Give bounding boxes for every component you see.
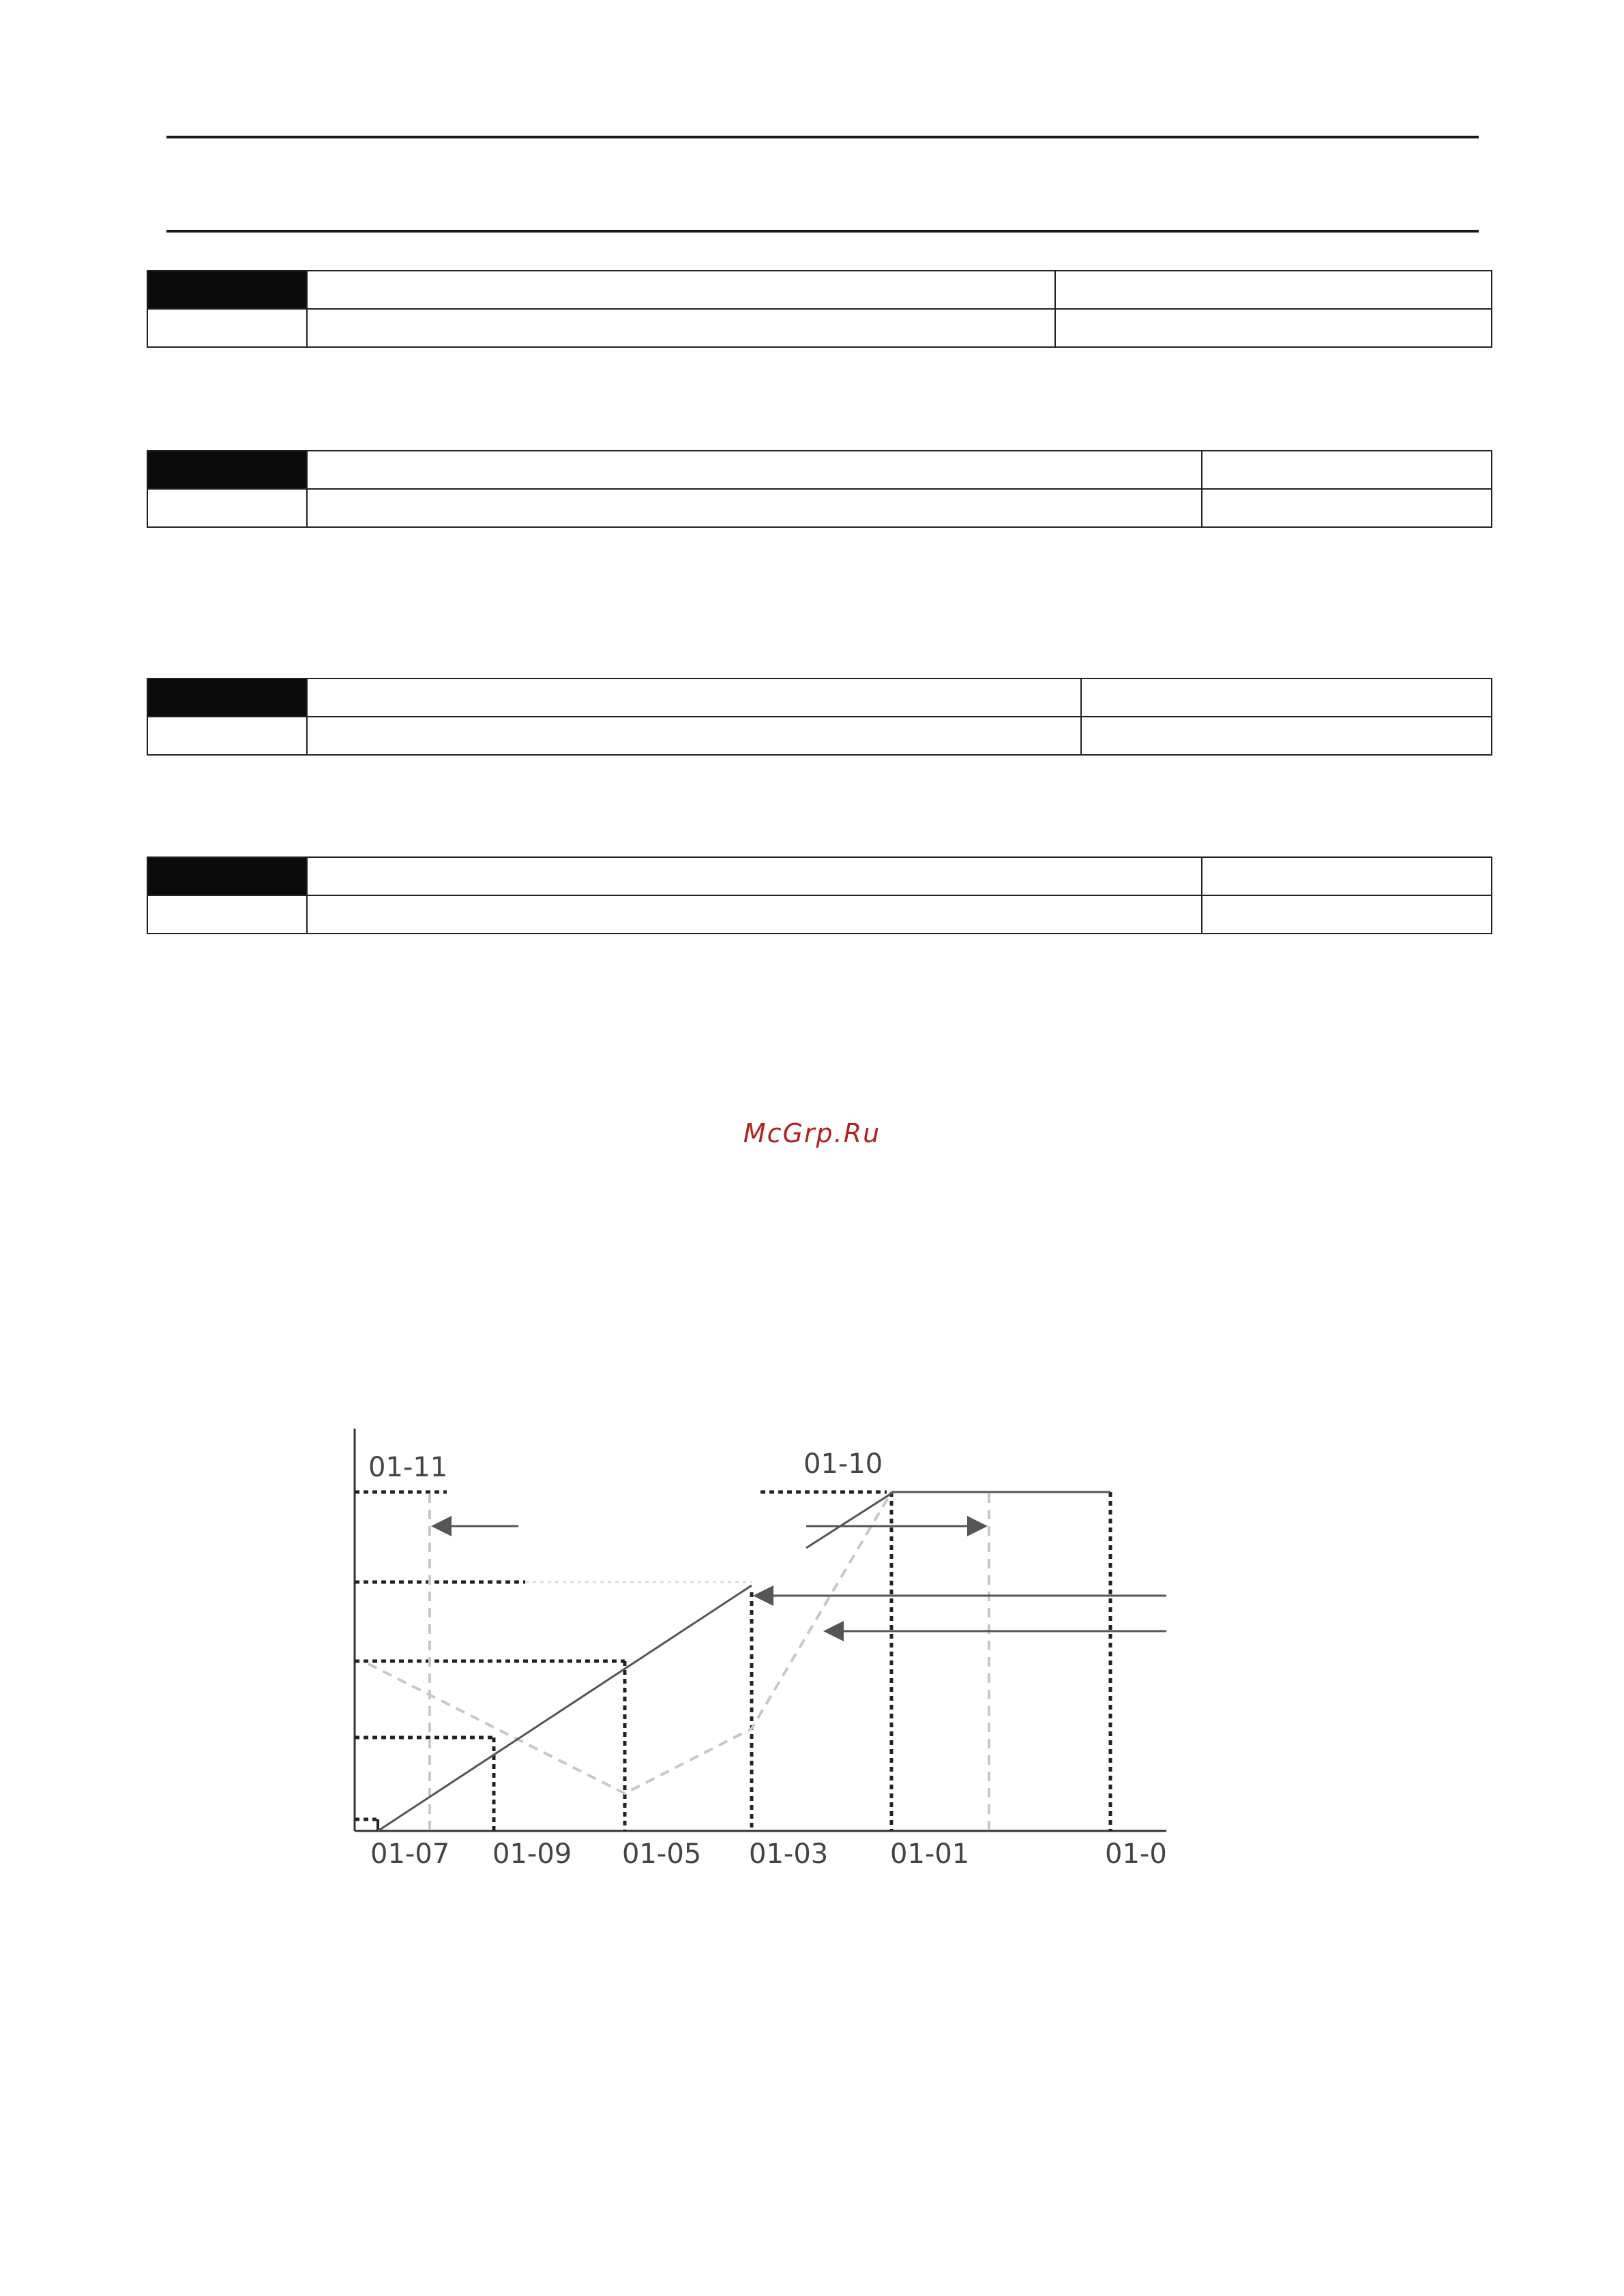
table-row — [147, 895, 1492, 934]
parameter-factory-cell — [1202, 451, 1492, 489]
parameter-code-cell — [147, 679, 307, 717]
parameter-settings-label-cell — [147, 489, 307, 527]
header-top-rule — [166, 136, 1479, 138]
parameter-table-3 — [147, 678, 1492, 756]
parameter-unit-cell — [1202, 489, 1492, 527]
guide-lines — [355, 1492, 1110, 1831]
table-row — [147, 489, 1492, 527]
parameter-unit-cell — [1202, 895, 1492, 934]
parameter-name-cell — [307, 271, 1055, 309]
parameter-table-4 — [147, 856, 1492, 934]
parameter-name-cell — [307, 679, 1081, 717]
series-solid-dark — [378, 1585, 752, 1831]
parameter-settings-cell — [307, 717, 1081, 755]
parameter-settings-label-cell — [147, 717, 307, 755]
parameter-code-cell — [147, 271, 307, 309]
vf-curve-chart — [348, 1418, 1194, 1882]
table-row — [147, 309, 1492, 347]
parameter-settings-label-cell — [147, 895, 307, 934]
parameter-table-2 — [147, 450, 1492, 528]
parameter-settings-cell — [307, 895, 1202, 934]
parameter-name-cell — [307, 451, 1202, 489]
x-tick-label: 01-01 — [890, 1838, 970, 1870]
header-bottom-rule — [166, 230, 1479, 233]
series-solid-steep — [806, 1493, 891, 1548]
watermark: McGrp.Ru — [743, 1118, 881, 1148]
parameter-factory-cell — [1202, 857, 1492, 895]
parameter-table-1 — [147, 270, 1492, 348]
parameter-code-cell — [147, 451, 307, 489]
table-row — [147, 857, 1492, 895]
table-row — [147, 717, 1492, 755]
x-tick-label: 01-05 — [622, 1838, 702, 1870]
parameter-settings-label-cell — [147, 309, 307, 347]
parameter-unit-cell — [1055, 309, 1492, 347]
series-dashed-light — [368, 1492, 891, 1793]
parameter-code-cell — [147, 857, 307, 895]
x-tick-label: 01-09 — [492, 1838, 572, 1870]
parameter-settings-cell — [307, 489, 1202, 527]
parameter-name-cell — [307, 857, 1202, 895]
parameter-factory-cell — [1081, 679, 1492, 717]
x-tick-label: 01-03 — [749, 1838, 829, 1870]
table-row — [147, 451, 1492, 489]
parameter-factory-cell — [1055, 271, 1492, 309]
x-tick-label: 01-07 — [370, 1838, 450, 1870]
parameter-unit-cell — [1081, 717, 1492, 755]
parameter-settings-cell — [307, 309, 1055, 347]
annotation-label: 01-11 — [368, 1452, 448, 1483]
table-row — [147, 679, 1492, 717]
x-tick-label: 01-0 — [1105, 1838, 1167, 1870]
annotation-label: 01-10 — [803, 1448, 883, 1480]
table-row — [147, 271, 1492, 309]
